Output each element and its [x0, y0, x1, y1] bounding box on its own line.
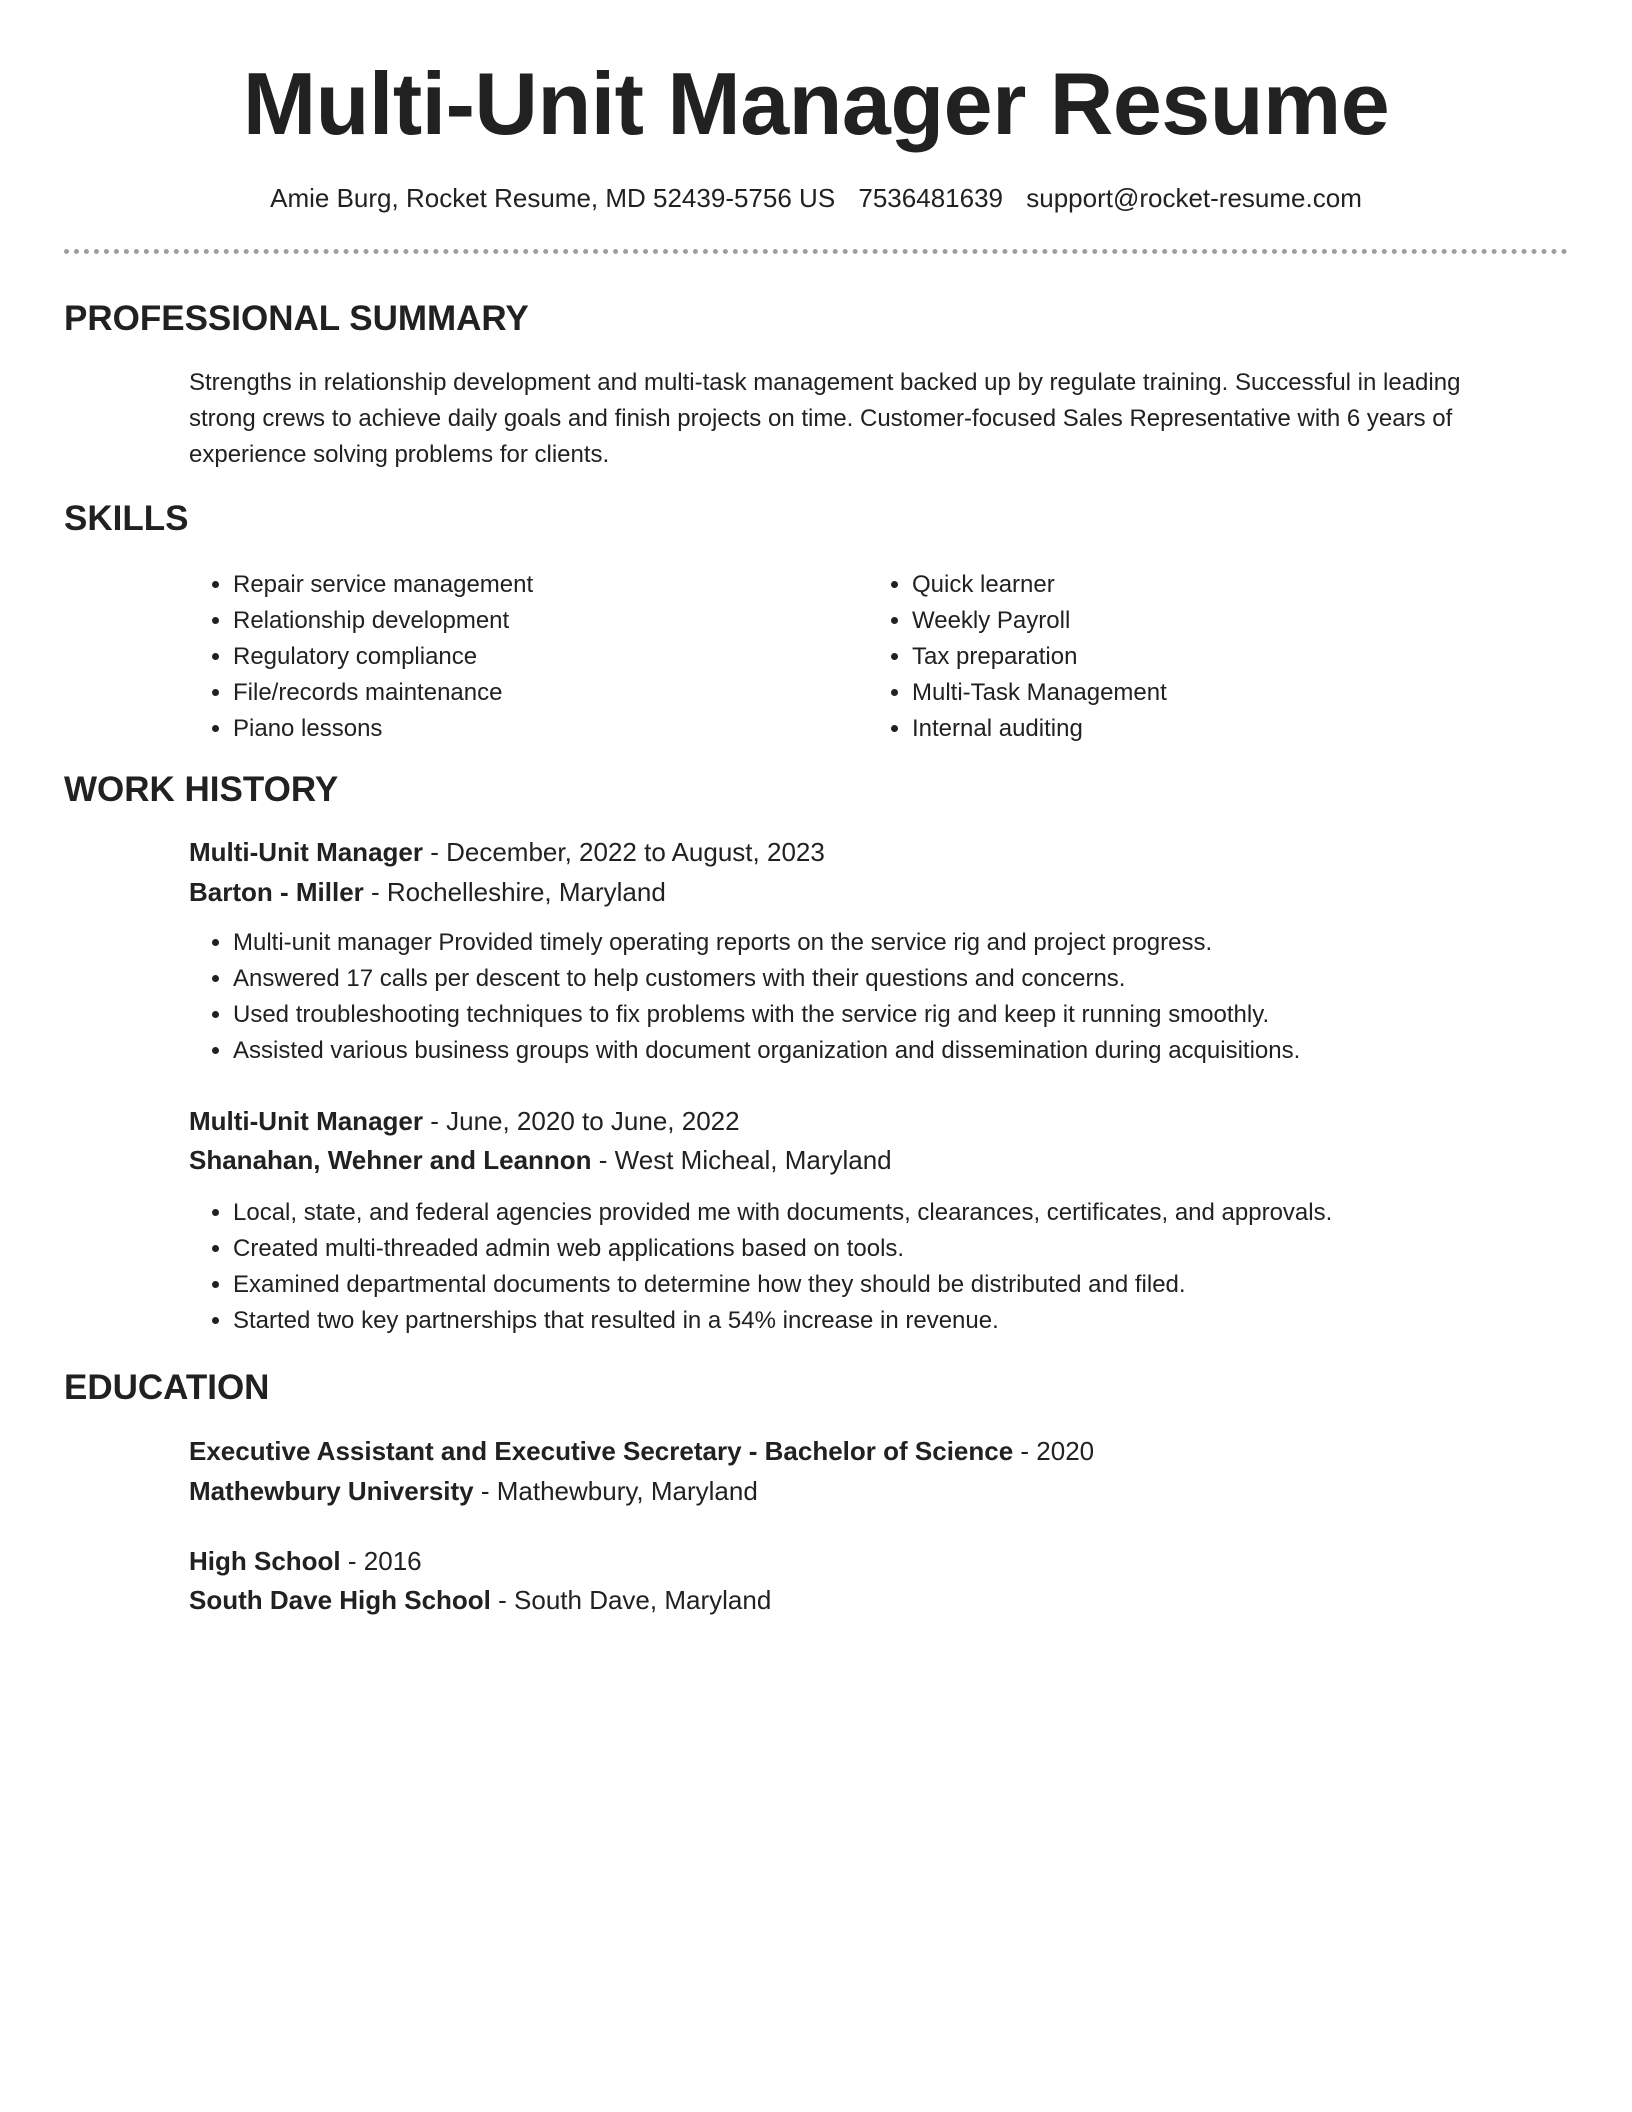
- skills-list-right: [868, 567, 1167, 747]
- summary-text: Strengths in relationship development and multi-task management backed up by regulate training. Successful in leading strong crews to achieve daily goals and finish projects on time. Customer-focused Sales Representative with 6 years of experience solving problems for clients.: [189, 369, 1461, 468]
- job-title-line: [189, 1101, 740, 1141]
- job-dates: - June, 2020 to June, 2022: [423, 1106, 740, 1136]
- resume-title: Multi-Unit Manager Resume: [242, 54, 1390, 153]
- summary-heading: PROFESSIONAL SUMMARY: [64, 299, 529, 338]
- job-duty: • Examined departmental documents to determine how they should be distributed and filed.: [233, 1267, 1332, 1303]
- degree-year: - 2016: [340, 1546, 422, 1576]
- skill-item: • Piano lessons: [233, 711, 533, 747]
- school-location: - Mathewbury, Maryland: [473, 1476, 758, 1506]
- work-history-heading: WORK HISTORY: [64, 770, 339, 809]
- job-company-line: [189, 1140, 892, 1180]
- skill-item: • Repair service management: [233, 567, 533, 603]
- skill-item: • Tax preparation: [912, 639, 1167, 675]
- degree-name: Executive Assistant and Executive Secretary - Bachelor of Science: [189, 1436, 1014, 1466]
- job-company: Barton - Miller: [189, 877, 364, 907]
- school-name: Mathewbury University: [189, 1476, 474, 1506]
- job-duty: • Assisted various business groups with document organization and dissemination during acquisitions.: [233, 1033, 1300, 1069]
- contact-email: support@rocket-resume.com: [1026, 183, 1362, 213]
- skill-item: • Weekly Payroll: [912, 603, 1167, 639]
- skill-item: • Relationship development: [233, 603, 533, 639]
- job-company: Shanahan, Wehner and Leannon: [189, 1145, 592, 1175]
- degree-line: [189, 1431, 1094, 1471]
- skills-heading: SKILLS: [64, 499, 189, 538]
- job-duties-list: [189, 1195, 1332, 1339]
- header-divider: [64, 249, 1568, 254]
- school-name: South Dave High School: [189, 1585, 491, 1615]
- job-duties-list: [189, 925, 1300, 1069]
- skill-item: • Regulatory compliance: [233, 639, 533, 675]
- school-line: [189, 1580, 771, 1620]
- contact-line: [0, 180, 1632, 216]
- school-location: - South Dave, Maryland: [490, 1585, 772, 1615]
- job-location: - West Micheal, Maryland: [591, 1145, 892, 1175]
- degree-year: - 2020: [1013, 1436, 1095, 1466]
- job-dates: - December, 2022 to August, 2023: [423, 837, 825, 867]
- job-title: Multi-Unit Manager: [189, 1106, 423, 1136]
- skill-item: • File/records maintenance: [233, 675, 533, 711]
- job-duty: • Local, state, and federal agencies provided me with documents, clearances, certificates, and approvals.: [233, 1195, 1332, 1231]
- job-duty: • Started two key partnerships that resulted in a 54% increase in revenue.: [233, 1303, 1332, 1339]
- job-location: - Rochelleshire, Maryland: [363, 877, 666, 907]
- job-title-line: [189, 832, 825, 872]
- job-duty: • Used troubleshooting techniques to fix problems with the service rig and keep it running smoothly.: [233, 997, 1300, 1033]
- job-duty: • Multi-unit manager Provided timely operating reports on the service rig and project progress.: [233, 925, 1300, 961]
- degree-line: [189, 1541, 422, 1581]
- contact-address: Amie Burg, Rocket Resume, MD 52439-5756 US: [270, 183, 836, 213]
- degree-name: High School: [189, 1546, 341, 1576]
- contact-phone: 7536481639: [858, 183, 1003, 213]
- job-duty: • Answered 17 calls per descent to help customers with their questions and concerns.: [233, 961, 1300, 997]
- job-company-line: [189, 872, 666, 912]
- skill-item: • Multi-Task Management: [912, 675, 1167, 711]
- school-line: [189, 1471, 758, 1511]
- education-heading: EDUCATION: [64, 1368, 270, 1407]
- skills-list-left: [189, 567, 533, 747]
- job-duty: • Created multi-threaded admin web applications based on tools.: [233, 1231, 1332, 1267]
- job-title: Multi-Unit Manager: [189, 837, 423, 867]
- skill-item: • Quick learner: [912, 567, 1167, 603]
- skill-item: • Internal auditing: [912, 711, 1167, 747]
